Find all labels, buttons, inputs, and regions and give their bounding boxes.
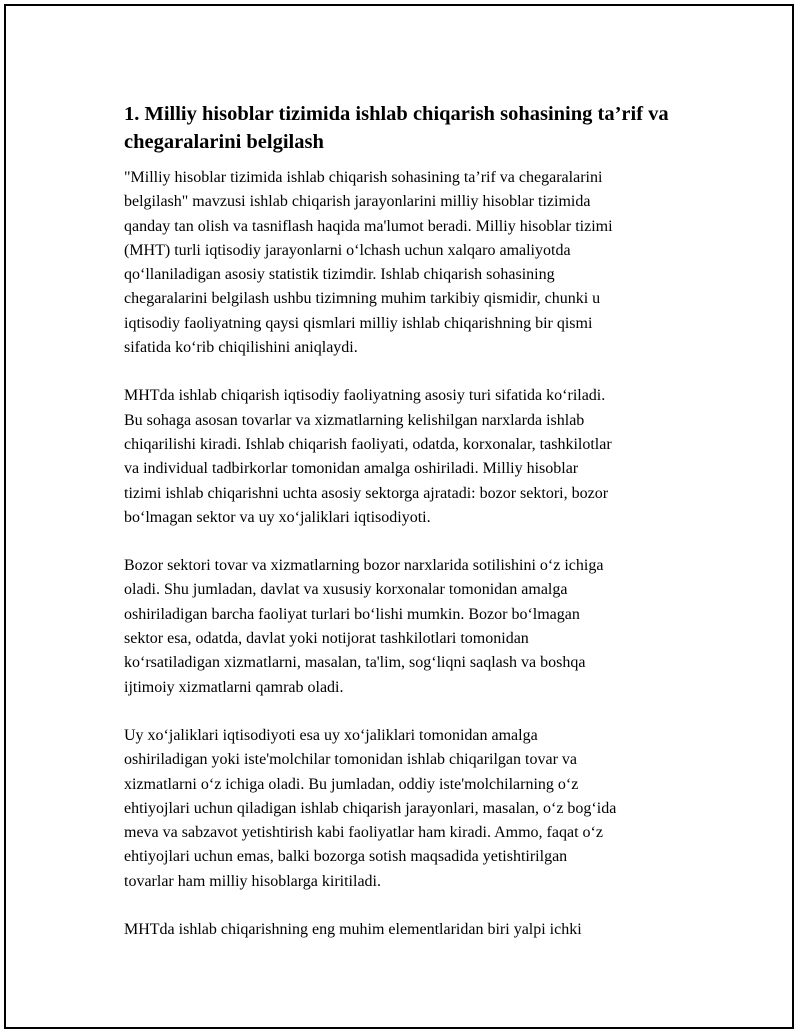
text-line: ko‘rsatiladigan xizmatlarni, masalan, ta'lim, sog‘liqni saqlash va boshqa — [124, 654, 586, 672]
text-line: sifatida ko‘rib chiqilishini aniqlaydi. — [124, 339, 358, 357]
text-line: qo‘llaniladigan asosiy statistik tizimdir. Ishlab chiqarish sohasining — [124, 266, 555, 284]
text-line: sektor esa, odatda, davlat yoki notijorat tashkilotlari tomonidan — [124, 630, 529, 648]
text-line: bo‘lmagan sektor va uy xo‘jaliklari iqtisodiyoti. — [124, 508, 431, 526]
text-line: oladi. Shu jumladan, davlat va xususiy korxonalar tomonidan amalga — [124, 581, 568, 599]
text-line: oshiriladigan yoki iste'molchilar tomonidan ishlab chiqarilgan tovar va — [124, 751, 577, 769]
text-line: "Milliy hisoblar tizimida ishlab chiqarish sohasining ta’rif va chegaralarini — [124, 169, 603, 186]
title-line: chegaralarini belgilash — [124, 131, 324, 153]
page-frame — [4, 4, 794, 1029]
text-line: Bu sohaga asosan tovarlar va xizmatlarning kelishilgan narxlarda ishlab — [124, 411, 585, 429]
text-line: MHTda ishlab chiqarish iqtisodiy faoliyatning asosiy turi sifatida ko‘riladi. — [124, 387, 606, 405]
text-line: Uy xo‘jaliklari iqtisodiyoti esa uy xo‘jaliklari tomonidan amalga — [124, 726, 538, 744]
text-line: MHTda ishlab chiqarishning eng muhim elementlaridan biri yalpi ichki — [124, 921, 582, 939]
paragraph-production-sectors — [124, 384, 694, 530]
text-line: xizmatlarni o‘z ichiga oladi. Bu jumladan, oddiy iste'molchilarning o‘z — [124, 775, 579, 793]
document-body — [124, 100, 694, 966]
title-line: 1. Milliy hisoblar tizimida ishlab chiqarish sohasining ta’rif va — [124, 103, 669, 125]
paragraph-gdp — [124, 918, 694, 942]
text-line: va individual tadbirkorlar tomonidan amalga oshiriladi. Milliy hisoblar — [124, 460, 579, 478]
paragraph-intro — [124, 166, 694, 360]
paragraph-household-economy — [124, 724, 694, 894]
paragraph-market-sector — [124, 554, 694, 700]
text-line: belgilash" mavzusi ishlab chiqarish jarayonlarini milliy hisoblar tizimida — [124, 193, 591, 211]
text-line: oshiriladigan barcha faoliyat turlari bo‘lishi mumkin. Bozor bo‘lmagan — [124, 605, 580, 623]
text-line: tovarlar ham milliy hisoblarga kiritiladi. — [124, 872, 381, 890]
text-line: qanday tan olish va tasniflash haqida ma'lumot beradi. Milliy hisoblar tizimi — [124, 217, 613, 235]
document-title — [124, 100, 694, 156]
text-line: Bozor sektori tovar va xizmatlarning bozor narxlarida sotilishini o‘z ichiga — [124, 557, 604, 575]
text-line: chiqarilishi kiradi. Ishlab chiqarish faoliyati, odatda, korxonalar, tashkilotlar — [124, 435, 612, 453]
text-line: ehtiyojlari uchun emas, balki bozorga sotish maqsadida yetishtirilgan — [124, 848, 568, 866]
text-line: ehtiyojlari uchun qiladigan ishlab chiqarish jarayonlari, masalan, o‘z bog‘ida — [124, 799, 617, 817]
text-line: iqtisodiy faoliyatning qaysi qismlari milliy ishlab chiqarishning bir qismi — [124, 314, 593, 332]
text-line: chegaralarini belgilash ushbu tizimning muhim tarkibiy qismidir, chunki u — [124, 290, 601, 308]
text-line: (MHT) turli iqtisodiy jarayonlarni o‘lchash uchun xalqaro amaliyotda — [124, 241, 571, 259]
text-line: meva va sabzavot yetishtirish kabi faoliyatlar ham kiradi. Ammo, faqat o‘z — [124, 824, 603, 842]
text-line: tizimi ishlab chiqarishni uchta asosiy sektorga ajratadi: bozor sektori, bozor — [124, 484, 609, 502]
text-line: ijtimoiy xizmatlarni qamrab oladi. — [124, 678, 344, 696]
